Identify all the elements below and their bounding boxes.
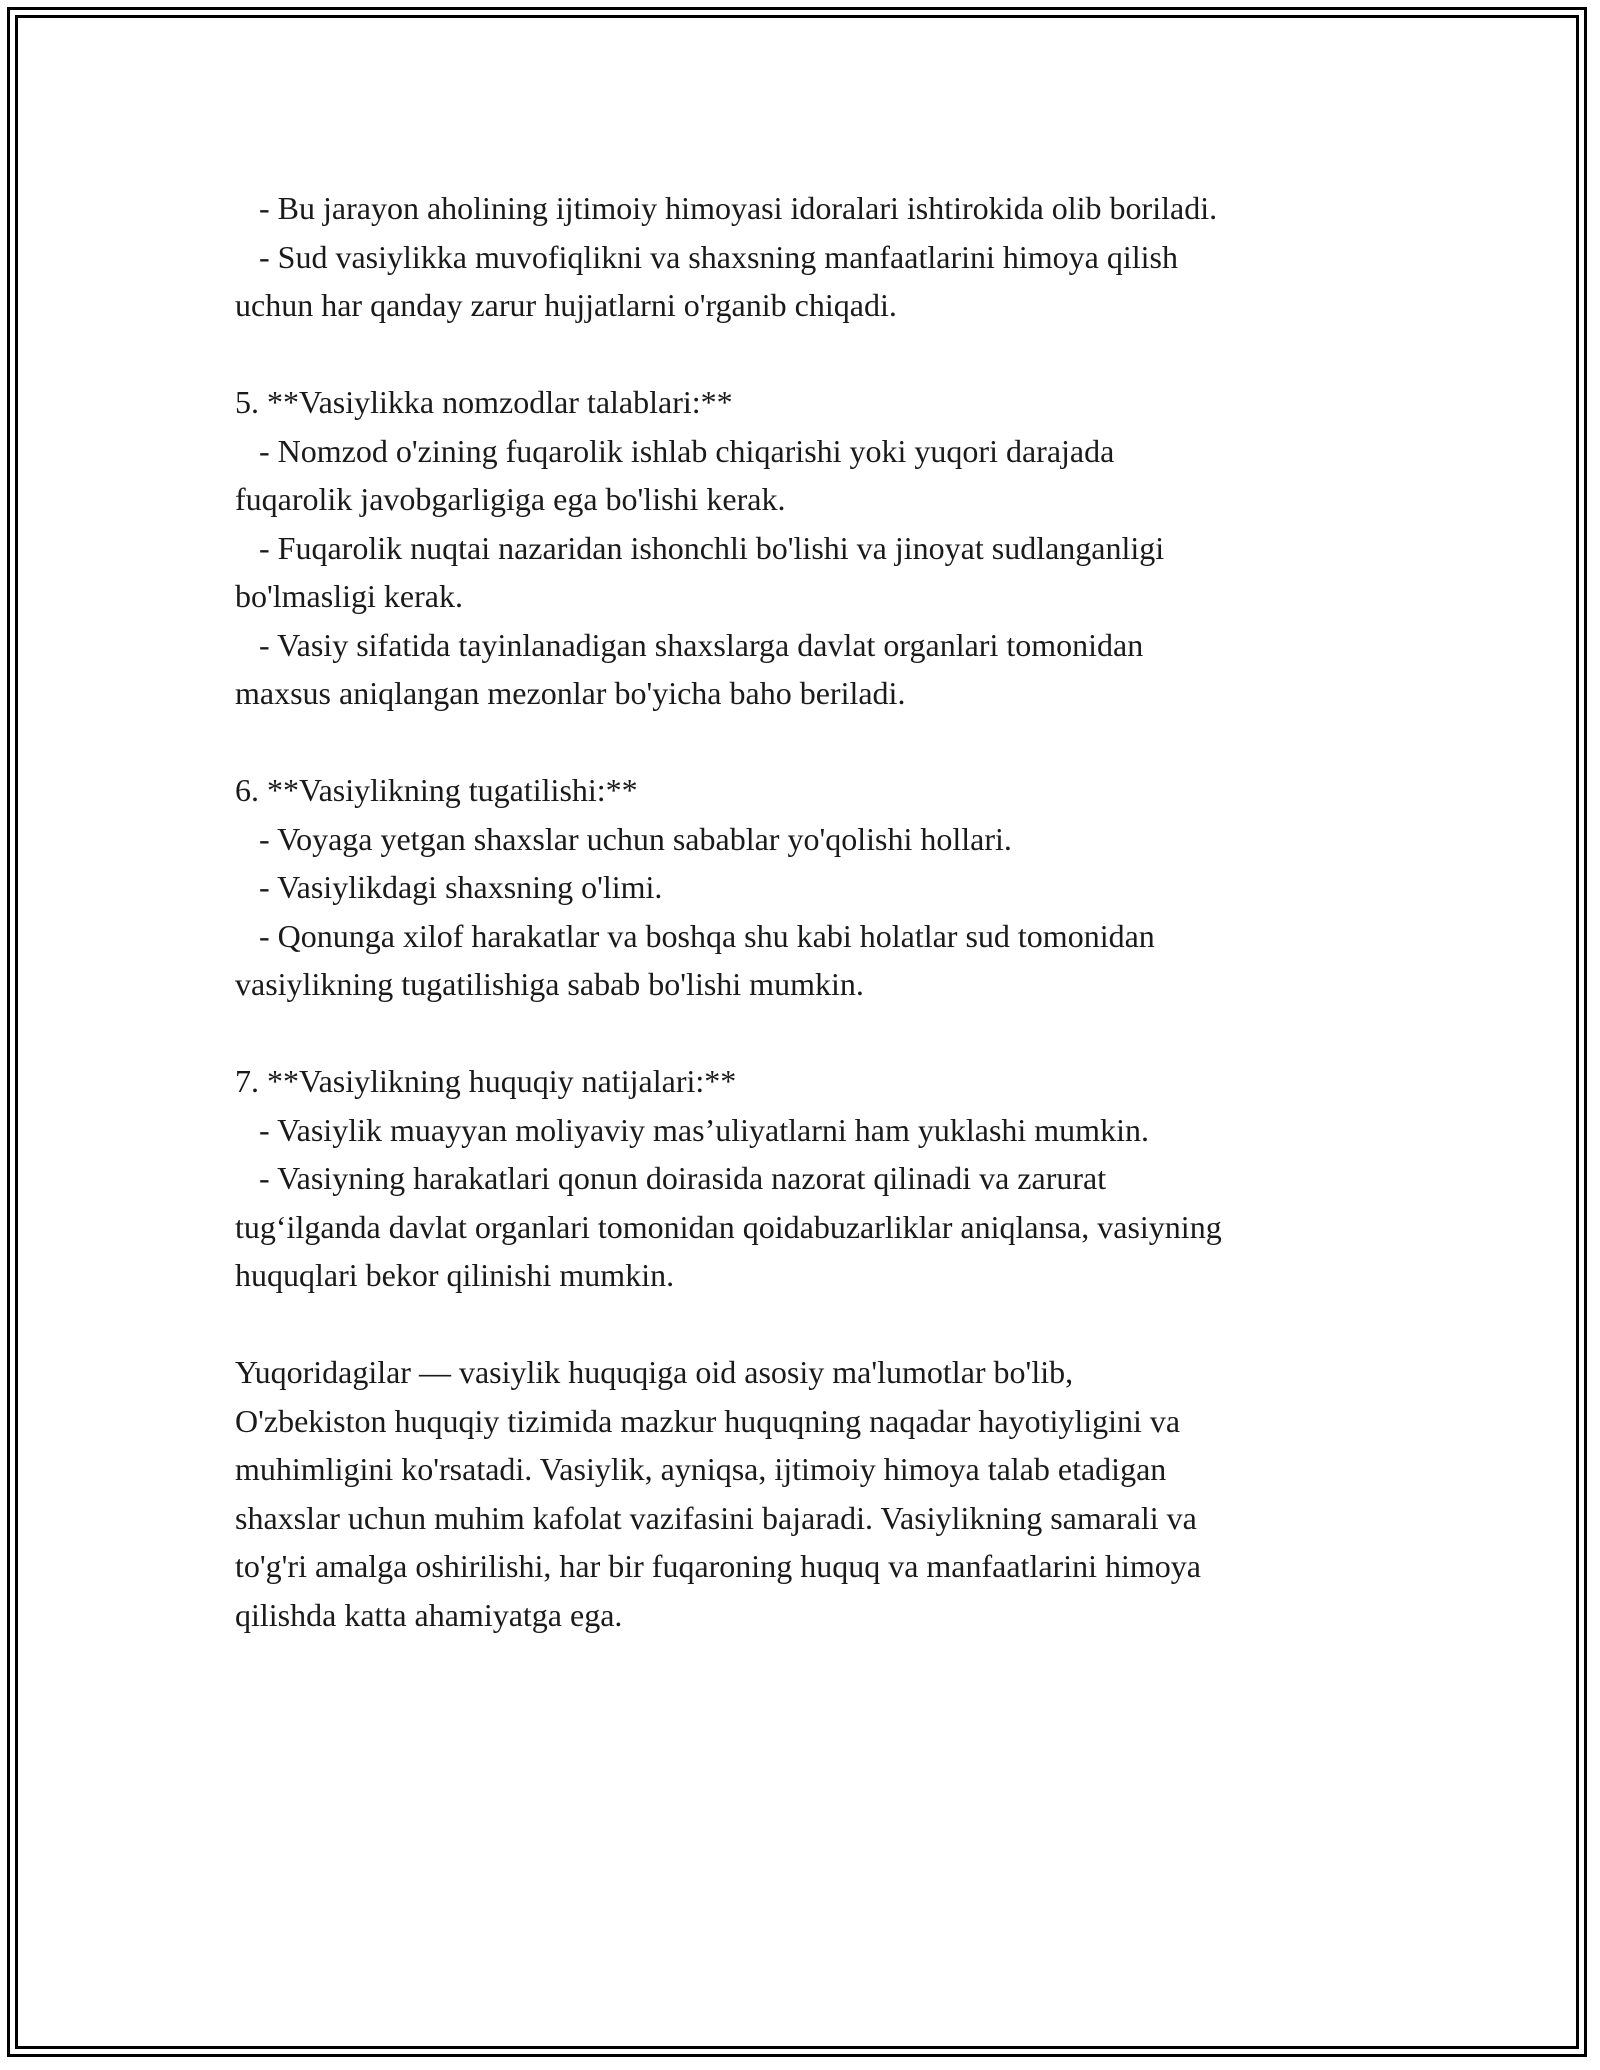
paragraph-gap	[235, 1009, 1385, 1058]
paragraph-conclusion	[235, 1348, 1385, 1639]
text-line: vasiylikning tugatilishiga sabab bo'lishi mumkin.	[235, 966, 864, 1002]
paragraph-process	[235, 184, 1385, 330]
section-heading: 6. **Vasiylikning tugatilishi:**	[235, 772, 638, 808]
text-line: - Vasiylik muayyan moliyaviy mas’uliyatlarni ham yuklashi mumkin.	[235, 1111, 1149, 1148]
text-line: - Nomzod o'zining fuqarolik ishlab chiqarishi yoki yuqori darajada	[235, 432, 1115, 469]
paragraph-gap	[235, 1300, 1385, 1349]
text-line: - Qonunga xilof harakatlar va boshqa shu kabi holatlar sud tomonidan	[235, 917, 1155, 954]
text-line: bo'lmasligi kerak.	[235, 578, 463, 614]
text-line: uchun har qanday zarur hujjatlarni o'rganib chiqadi.	[235, 287, 897, 323]
text-line: - Fuqarolik nuqtai nazaridan ishonchli bo'lishi va jinoyat sudlanganligi	[235, 529, 1165, 566]
paragraph-gap	[235, 718, 1385, 767]
text-line: - Vasiyning harakatlari qonun doirasida nazorat qilinadi va zarurat	[235, 1160, 1107, 1196]
section-5-candidate-requirements	[235, 378, 1385, 718]
text-line: - Sud vasiylikka muvofiqlikni va shaxsning manfaatlarini himoya qilish	[235, 238, 1178, 275]
text-line: - Vasiylikdagi shaxsning o'limi.	[235, 869, 663, 905]
text-line: - Bu jarayon aholining ijtimoiy himoyasi idoralari ishtirokida olib boriladi.	[235, 190, 1218, 226]
section-7-legal-consequences	[235, 1057, 1385, 1300]
text-line: qilishda katta ahamiyatga ega.	[235, 1596, 623, 1633]
text-line: tug‘ilganda davlat organlari tomonidan qoidabuzarliklar aniqlansa, vasiyning	[235, 1208, 1222, 1245]
document-body	[235, 184, 1385, 1639]
text-line: O'zbekiston huquqiy tizimida mazkur huquqning naqadar hayotiyligini va	[235, 1402, 1181, 1439]
section-heading: 7. **Vasiylikning huquqiy natijalari:**	[235, 1063, 737, 1099]
section-6-termination	[235, 766, 1385, 1009]
paragraph-gap	[235, 330, 1385, 379]
text-line: shaxslar uchun muhim kafolat vazifasini bajaradi. Vasiylikning samarali va	[235, 1499, 1197, 1536]
text-line: muhimligini ko'rsatadi. Vasiylik, ayniqsa, ijtimoiy himoya talab etadigan	[235, 1451, 1167, 1487]
text-line: maxsus aniqlangan mezonlar bo'yicha baho beriladi.	[235, 675, 906, 711]
text-line: Yuqoridagilar — vasiylik huquqiga oid asosiy ma'lumotlar bo'lib,	[235, 1354, 1074, 1390]
text-line: - Voyaga yetgan shaxslar uchun sabablar yo'qolishi hollari.	[235, 820, 1012, 857]
section-heading: 5. **Vasiylikka nomzodlar talablari:**	[235, 384, 733, 420]
text-line: to'g'ri amalga oshirilishi, har bir fuqaroning huquq va manfaatlarini himoya	[235, 1548, 1201, 1584]
text-line: huquqlari bekor qilinishi mumkin.	[235, 1257, 675, 1293]
text-line: fuqarolik javobgarligiga ega bo'lishi kerak.	[235, 481, 786, 517]
text-line: - Vasiy sifatida tayinlanadigan shaxslarga davlat organlari tomonidan	[235, 626, 1144, 663]
